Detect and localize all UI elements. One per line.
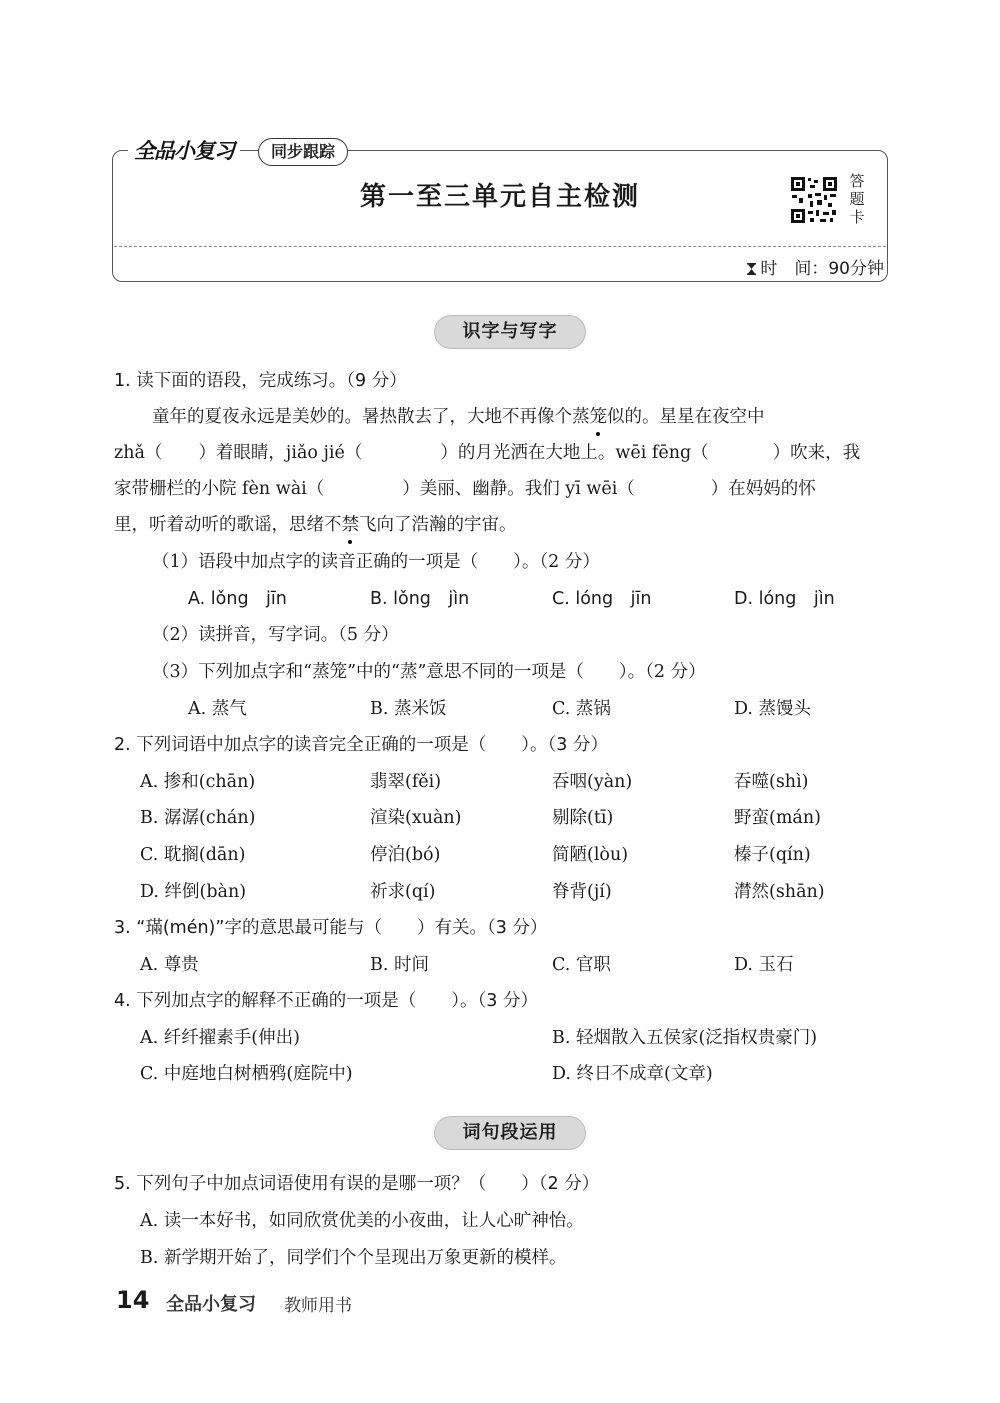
q2-option-a-word-4: 吞噬(shì) <box>734 772 809 792</box>
q2-option-b-word-3: 剔除(tī) <box>552 808 614 828</box>
q2-option-c-word-2: 停泊(bó) <box>370 845 441 865</box>
pinyin-fenwai: 家带栅栏的小院 fèn wài（ <box>114 479 325 499</box>
pinyin-yiwei: ）美丽、幽静。我们 yī wēi（ <box>402 479 635 499</box>
page-number: 14 <box>116 1286 150 1314</box>
q5-option-a[interactable]: A. 读一本好书，如同欣赏优美的小夜曲，让人心旷神怡。 <box>140 1211 584 1231</box>
q1-sub-3-option-b[interactable]: B. 蒸米饭 <box>370 699 447 719</box>
hourglass-icon <box>747 263 756 275</box>
q1-paragraph-line-3 <box>114 477 816 501</box>
q1-sub-1-option-b[interactable]: B. lǒng jìn <box>370 589 470 609</box>
q1-sub-2: （2）读拼音，写字词。（5 分） <box>152 625 399 645</box>
q3-option-d[interactable]: D. 玉石 <box>734 955 794 975</box>
qr-code-icon[interactable] <box>790 176 838 224</box>
q1-sub-1: （1）语段中加点字的读音正确的一项是（ ）。（2 分） <box>152 552 600 572</box>
q1-sub-3-option-c[interactable]: C. 蒸锅 <box>552 699 611 719</box>
q1-sub-1-option-d[interactable]: D. lóng jìn <box>734 589 835 609</box>
q2-option-b-word-2: 渲染(xuàn) <box>370 808 462 828</box>
q1-paragraph-line-4: 里，听着动听的歌谣，思绪不禁飞向了浩瀚的宇宙。 <box>114 515 517 535</box>
pinyin-zha: zhǎ（ <box>114 443 163 463</box>
section-header-word-usage: 词句段运用 <box>432 1114 588 1152</box>
pinyin-jiaojie: ）着眼睛，jiǎo jié（ <box>198 443 363 463</box>
q1-paragraph-line-1: 童年的夏夜永远是美妙的。暑热散去了，大地不再像个蒸笼似的。星星在夜空中 <box>152 407 765 427</box>
q4-option-a[interactable]: A. 纤纤擢素手(伸出) <box>140 1028 300 1048</box>
q4-option-d[interactable]: D. 终日不成章(文章) <box>552 1064 713 1084</box>
q2-option-d-word-1[interactable]: D. 绊倒(bàn) <box>140 882 247 902</box>
q2-option-b-word-1[interactable]: B. 潺潺(chán) <box>140 808 256 828</box>
time-value: 90分钟 <box>828 259 884 279</box>
question-3-stem: 3. “璊(mén)”字的意思最可能与（ ）有关。（3 分） <box>114 918 548 938</box>
q1-sub-3: （3）下列加点字和“蒸笼”中的“蒸”意思不同的一项是（ ）。（2 分） <box>152 662 706 682</box>
header-divider <box>114 246 886 247</box>
footer-subtitle: 教师用书 <box>284 1296 352 1316</box>
footer-brand: 全品小复习 <box>166 1294 256 1315</box>
q2-option-d-word-2: 祈求(qí) <box>370 882 436 902</box>
q5-option-b[interactable]: B. 新学期开始了，同学们个个呈现出万象更新的模样。 <box>140 1248 567 1268</box>
q2-option-a-word-1[interactable]: A. 掺和(chān) <box>140 772 256 792</box>
q1-sub-1-option-a[interactable]: A. lǒng jīn <box>188 589 287 609</box>
q3-option-b[interactable]: B. 时间 <box>370 955 429 975</box>
q4-option-c[interactable]: C. 中庭地白树栖鸦(庭院中) <box>140 1064 353 1084</box>
question-4-stem: 4. 下列加点字的解释不正确的一项是（ ）。（3 分） <box>114 991 538 1011</box>
q2-option-c-word-4: 榛子(qín) <box>734 845 811 865</box>
q1-paragraph-line-2 <box>114 441 890 465</box>
q2-option-a-word-3: 吞咽(yàn) <box>552 772 633 792</box>
time-row <box>747 254 884 279</box>
brand-tag: 同步跟踪 <box>258 138 348 166</box>
question-5-stem: 5. 下列句子中加点词语使用有误的是哪一项？（ ）（2 分） <box>114 1174 600 1194</box>
q4-option-b[interactable]: B. 轻烟散入五侯家(泛指权贵豪门) <box>552 1028 818 1048</box>
q1-sub-1-option-c[interactable]: C. lóng jīn <box>552 589 652 609</box>
q2-option-d-word-3: 脊背(jí) <box>552 882 612 902</box>
pinyin-weifeng: ）的月光洒在大地上。wēi fēng（ <box>440 443 709 463</box>
text-fragment: ）吹来，我 <box>772 443 861 463</box>
qr-label: 答题卡 <box>849 172 865 226</box>
q2-option-d-word-4: 潸然(shān) <box>734 882 825 902</box>
q1-sub-3-option-a[interactable]: A. 蒸气 <box>188 699 247 719</box>
question-1-stem: 1. 读下面的语段，完成练习。（9 分） <box>114 371 407 391</box>
time-label: 时 间： <box>760 259 829 279</box>
q2-option-c-word-3: 简陋(lòu) <box>552 845 629 865</box>
q3-option-a[interactable]: A. 尊贵 <box>140 955 199 975</box>
q3-option-c[interactable]: C. 官职 <box>552 955 611 975</box>
section-header-literacy: 识字与写字 <box>432 313 588 351</box>
brand-logo: 全品小复习 <box>128 136 240 166</box>
text-fragment: ）在妈妈的怀 <box>710 479 816 499</box>
page-title: 第一至三单元自主检测 <box>359 182 640 212</box>
q2-option-c-word-1[interactable]: C. 耽搁(dān) <box>140 845 246 865</box>
question-2-stem: 2. 下列词语中加点字的读音完全正确的一项是（ ）。（3 分） <box>114 735 608 755</box>
q1-sub-3-option-d[interactable]: D. 蒸馒头 <box>734 699 812 719</box>
q2-option-b-word-4: 野蛮(mán) <box>734 808 821 828</box>
q2-option-a-word-2: 翡翠(fěi) <box>370 772 442 792</box>
